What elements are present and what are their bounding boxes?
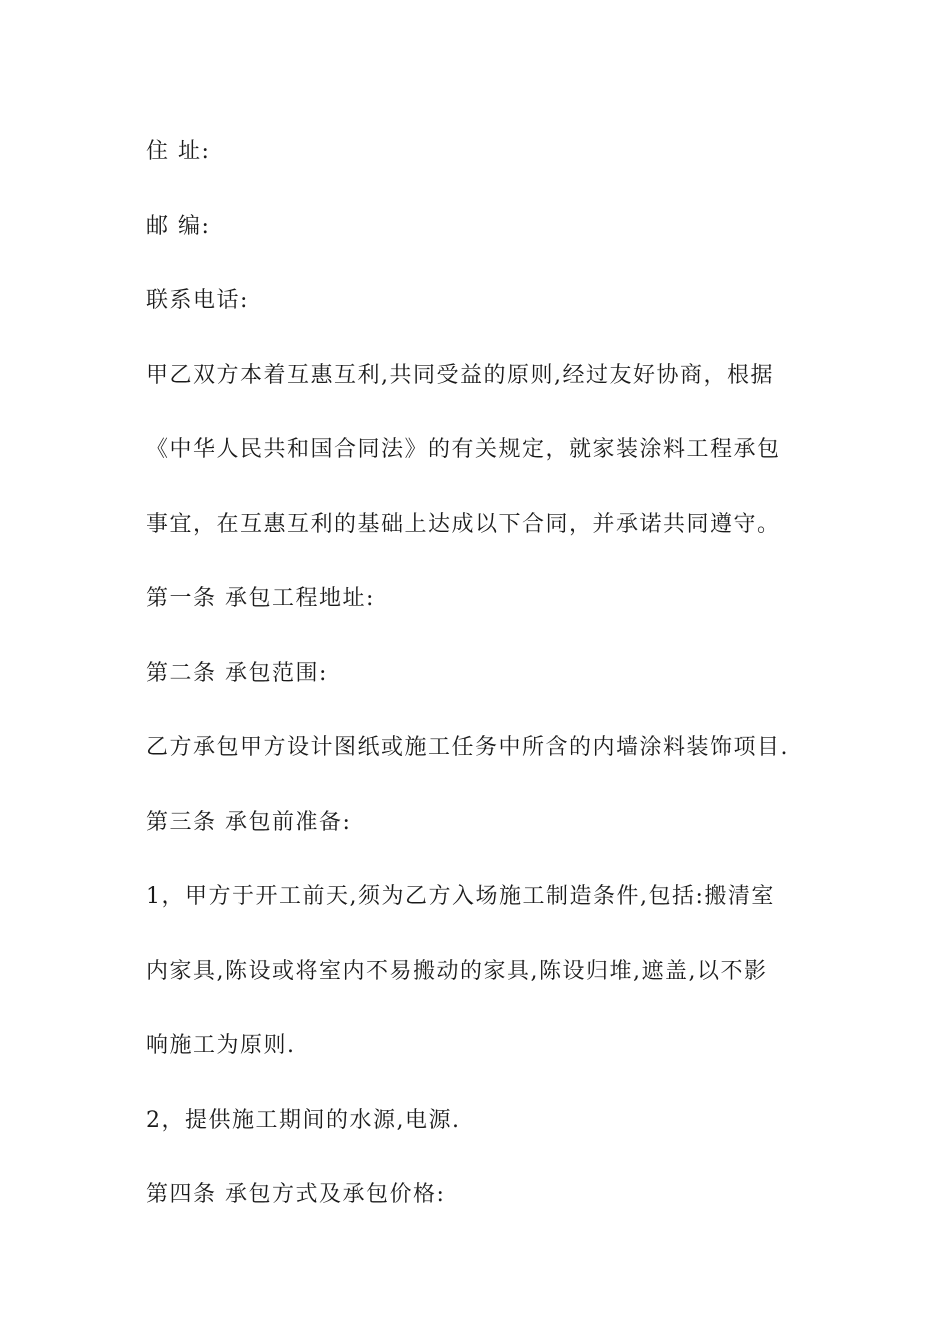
address-field-label: 住 址: bbox=[146, 139, 211, 164]
document-body bbox=[146, 130, 816, 1248]
article-3-item-1-line-2: 内家具,陈设或将室内不易搬动的家具,陈设归堆,遮盖,以不影 bbox=[146, 958, 768, 984]
article-1-heading: 第一条 承包工程地址: bbox=[146, 586, 375, 611]
postcode-field-label: 邮 编: bbox=[146, 213, 211, 239]
article-4-heading: 第四条 承包方式及承包价格: bbox=[146, 1182, 446, 1207]
article-3-heading: 第三条 承包前准备: bbox=[146, 809, 352, 835]
preamble-line-1: 甲乙双方本着互惠互利,共同受益的原则,经过友好协商，根据 bbox=[146, 362, 774, 388]
preamble-line-3: 事宜，在互惠互利的基础上达成以下合同，并承诺共同遵守。 bbox=[146, 511, 781, 537]
preamble-line-2: 《中华人民共和国合同法》的有关规定，就家装涂料工程承包 bbox=[146, 437, 781, 462]
article-3-item-2: 2，提供施工期间的水源,电源. bbox=[146, 1107, 461, 1133]
article-2-body: 乙方承包甲方设计图纸或施工任务中所含的内墙涂料装饰项目. bbox=[146, 735, 789, 760]
phone-field-label: 联系电话: bbox=[146, 288, 249, 313]
article-3-item-1-line-3: 响施工为原则. bbox=[146, 1033, 296, 1058]
article-3-item-1-line-1: 1，甲方于开工前天,须为乙方入场施工制造条件,包括:搬清室 bbox=[146, 884, 775, 909]
article-2-heading: 第二条 承包范围: bbox=[146, 660, 328, 686]
